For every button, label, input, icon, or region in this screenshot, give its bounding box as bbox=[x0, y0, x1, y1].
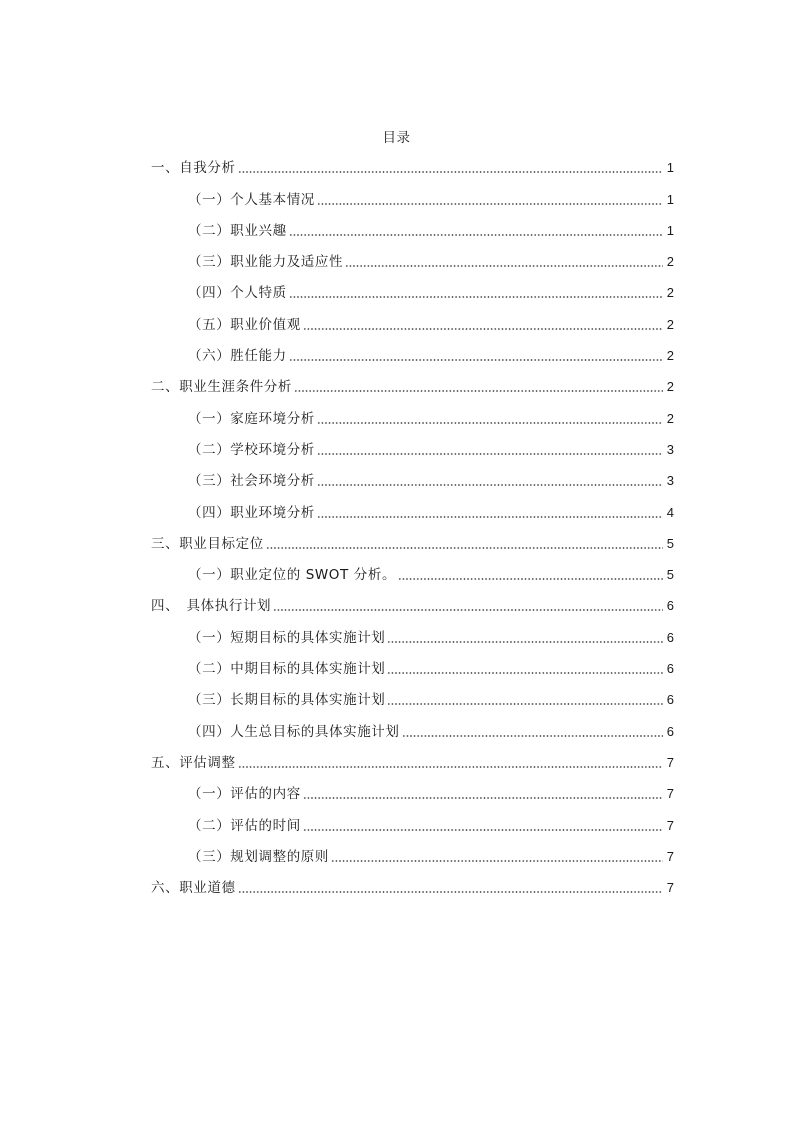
toc-title: 目录 bbox=[382, 130, 411, 146]
toc-dot-leader bbox=[402, 735, 664, 737]
toc-entry-label: 一、自我分析 bbox=[151, 160, 236, 177]
toc-dot-leader bbox=[238, 766, 663, 768]
toc-subentry[interactable] bbox=[151, 807, 674, 838]
toc-entry[interactable] bbox=[151, 150, 674, 181]
toc-subentry[interactable] bbox=[151, 839, 674, 870]
toc-entry-label: （四）职业环境分析 bbox=[188, 504, 315, 521]
toc-subentry[interactable] bbox=[151, 494, 674, 525]
toc-dot-leader bbox=[303, 328, 663, 330]
toc-entry-label: （二）学校环境分析 bbox=[188, 441, 315, 458]
toc-entry[interactable] bbox=[151, 870, 674, 901]
toc-subentry[interactable] bbox=[151, 400, 674, 431]
toc-subentry[interactable] bbox=[151, 338, 674, 369]
toc-subentry[interactable] bbox=[151, 181, 674, 212]
toc-page-number: 6 bbox=[666, 629, 674, 645]
toc-subentry[interactable] bbox=[151, 213, 674, 244]
toc-dot-leader bbox=[289, 359, 663, 361]
toc-dot-leader bbox=[398, 578, 663, 580]
toc-page-number: 2 bbox=[666, 254, 674, 270]
toc-entry-label: （一）家庭环境分析 bbox=[188, 410, 315, 427]
toc-page-number: 3 bbox=[666, 441, 674, 457]
toc-page-number: 2 bbox=[666, 316, 674, 332]
toc-dot-leader bbox=[238, 171, 663, 173]
toc-page-number: 6 bbox=[666, 692, 674, 708]
toc-entry-label: （二）职业兴趣 bbox=[188, 222, 287, 239]
toc-page-number: 1 bbox=[666, 222, 674, 238]
toc-subentry[interactable] bbox=[151, 713, 674, 744]
toc-entry-label: （三）社会环境分析 bbox=[188, 473, 315, 490]
toc-page-number: 1 bbox=[666, 191, 674, 207]
toc-page-number: 7 bbox=[666, 848, 674, 864]
toc-dot-leader bbox=[294, 390, 663, 392]
toc-subentry[interactable] bbox=[151, 463, 674, 494]
toc-page-number: 2 bbox=[666, 285, 674, 301]
table-of-contents bbox=[151, 150, 674, 901]
toc-dot-leader bbox=[345, 265, 663, 267]
toc-page-number: 4 bbox=[666, 504, 674, 520]
toc-dot-leader bbox=[266, 547, 663, 549]
toc-dot-leader bbox=[317, 422, 663, 424]
toc-dot-leader bbox=[317, 203, 663, 205]
toc-page-number: 7 bbox=[666, 880, 674, 896]
toc-page-number: 2 bbox=[666, 410, 674, 426]
toc-entry-label: （四）人生总目标的具体实施计划 bbox=[188, 723, 400, 740]
toc-entry-label: （一）短期目标的具体实施计划 bbox=[188, 629, 386, 646]
toc-page-number: 2 bbox=[666, 379, 674, 395]
toc-page-number: 7 bbox=[666, 754, 674, 770]
toc-subentry[interactable] bbox=[151, 275, 674, 306]
toc-entry[interactable] bbox=[151, 369, 674, 400]
toc-entry-label: （一）评估的内容 bbox=[188, 786, 301, 803]
toc-entry-label: 四、 具体执行计划 bbox=[151, 598, 272, 615]
toc-page-number: 7 bbox=[666, 786, 674, 802]
toc-entry-label: （一）职业定位的 SWOT 分析。 bbox=[188, 567, 397, 584]
toc-page-number: 5 bbox=[666, 535, 674, 551]
toc-entry-label: 二、职业生涯条件分析 bbox=[151, 379, 292, 396]
toc-entry-label: 三、职业目标定位 bbox=[151, 535, 264, 552]
toc-page-number: 6 bbox=[666, 661, 674, 677]
toc-dot-leader bbox=[289, 296, 663, 298]
toc-entry-label: （二）评估的时间 bbox=[188, 817, 301, 834]
toc-subentry[interactable] bbox=[151, 651, 674, 682]
toc-entry-label: （六）胜任能力 bbox=[188, 348, 287, 365]
toc-page-number: 3 bbox=[666, 473, 674, 489]
toc-subentry[interactable] bbox=[151, 776, 674, 807]
toc-entry-label: （二）中期目标的具体实施计划 bbox=[188, 661, 386, 678]
toc-dot-leader bbox=[303, 829, 663, 831]
toc-entry[interactable] bbox=[151, 588, 674, 619]
toc-dot-leader bbox=[303, 797, 663, 799]
toc-subentry[interactable] bbox=[151, 682, 674, 713]
toc-page-number: 7 bbox=[666, 817, 674, 833]
toc-subentry[interactable] bbox=[151, 244, 674, 275]
toc-dot-leader bbox=[317, 516, 663, 518]
toc-subentry[interactable] bbox=[151, 557, 674, 588]
toc-entry-label: （一）个人基本情况 bbox=[188, 191, 315, 208]
toc-dot-leader bbox=[387, 703, 663, 705]
toc-page-number: 6 bbox=[666, 723, 674, 739]
toc-dot-leader bbox=[289, 234, 663, 236]
toc-dot-leader bbox=[387, 672, 663, 674]
toc-subentry[interactable] bbox=[151, 306, 674, 337]
toc-dot-leader bbox=[387, 641, 663, 643]
toc-page-number: 1 bbox=[666, 160, 674, 176]
toc-entry-label: 五、评估调整 bbox=[151, 754, 236, 771]
toc-entry-label: （三）长期目标的具体实施计划 bbox=[188, 692, 386, 709]
toc-entry-label: （五）职业价值观 bbox=[188, 316, 301, 333]
toc-page-number: 6 bbox=[666, 598, 674, 614]
toc-dot-leader bbox=[238, 891, 663, 893]
toc-dot-leader bbox=[317, 484, 663, 486]
toc-entry[interactable] bbox=[151, 526, 674, 557]
toc-page-number: 5 bbox=[666, 567, 674, 583]
toc-entry[interactable] bbox=[151, 745, 674, 776]
toc-entry-label: （四）个人特质 bbox=[188, 285, 287, 302]
toc-page-number: 2 bbox=[666, 348, 674, 364]
toc-entry-label: 六、职业道德 bbox=[151, 880, 236, 897]
toc-entry-label: （三）职业能力及适应性 bbox=[188, 254, 344, 271]
toc-entry-label: （三）规划调整的原则 bbox=[188, 848, 329, 865]
toc-subentry[interactable] bbox=[151, 432, 674, 463]
toc-dot-leader bbox=[317, 453, 663, 455]
toc-dot-leader bbox=[273, 609, 663, 611]
toc-dot-leader bbox=[331, 860, 663, 862]
toc-subentry[interactable] bbox=[151, 619, 674, 650]
